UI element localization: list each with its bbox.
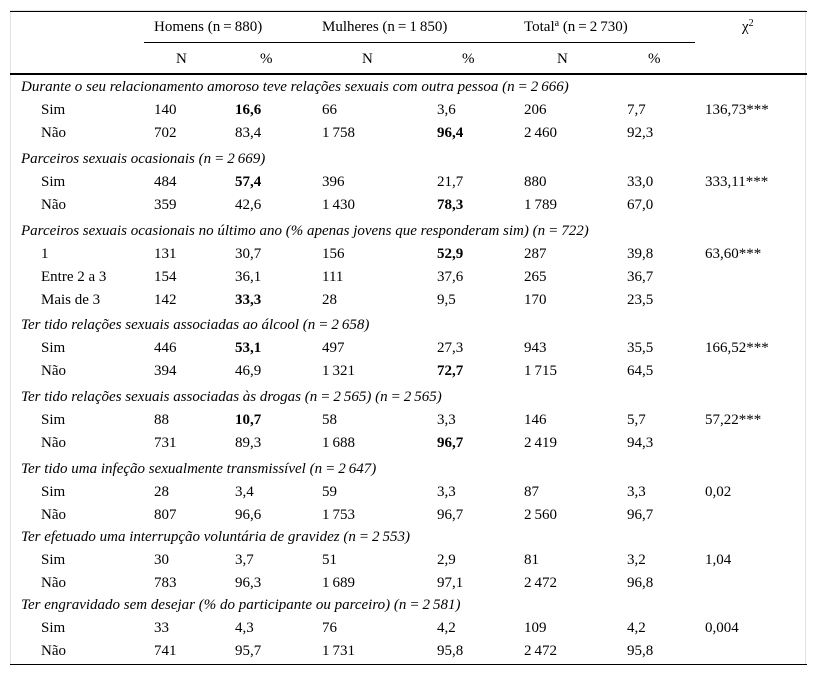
chi-square-cell: 0,004 — [705, 620, 739, 636]
homens-n-cell: 154 — [154, 269, 177, 285]
homens-pct-cell: 33,3 — [235, 292, 262, 308]
total-n-cell: 146 — [524, 412, 547, 428]
total-pct-cell: 95,8 — [627, 643, 654, 659]
mulheres-pct-cell: 3,6 — [437, 102, 456, 118]
total-pct-cell: 33,0 — [627, 174, 654, 190]
row-label: Sim — [41, 412, 66, 428]
subheader-mulheres-pct: % — [462, 51, 475, 67]
row-label: Mais de 3 — [41, 292, 101, 308]
total-pct-cell: 67,0 — [627, 197, 654, 213]
header-total — [524, 18, 628, 36]
header-total-n: (n = 2 730) — [559, 19, 628, 35]
row-label: Entre 2 a 3 — [41, 269, 107, 285]
homens-n-cell: 731 — [154, 435, 177, 451]
mulheres-pct-cell: 3,3 — [437, 484, 456, 500]
chi-square-cell: 63,60*** — [705, 246, 762, 262]
section-title: Parceiros sexuais ocasionais (n = 2 669) — [21, 151, 266, 167]
row-label: Não — [41, 507, 66, 523]
total-pct-cell: 96,7 — [627, 507, 654, 523]
mulheres-n-cell: 1 753 — [322, 507, 356, 523]
row-label: Não — [41, 363, 66, 379]
total-pct-cell: 94,3 — [627, 435, 654, 451]
header-bottom-rule — [10, 73, 807, 75]
mulheres-pct-cell: 37,6 — [437, 269, 464, 285]
mulheres-n-cell: 76 — [322, 620, 337, 636]
homens-pct-cell: 96,3 — [235, 575, 262, 591]
total-n-cell: 87 — [524, 484, 539, 500]
mulheres-n-cell: 1 430 — [322, 197, 356, 213]
homens-pct-cell: 3,7 — [235, 552, 254, 568]
homens-n-cell: 88 — [154, 412, 169, 428]
row-label: Sim — [41, 620, 66, 636]
mulheres-pct-cell: 3,3 — [437, 412, 456, 428]
homens-n-cell: 131 — [154, 246, 177, 262]
homens-pct-cell: 83,4 — [235, 125, 262, 141]
homens-n-cell: 140 — [154, 102, 177, 118]
mulheres-pct-cell: 95,8 — [437, 643, 464, 659]
homens-pct-cell: 89,3 — [235, 435, 262, 451]
mulheres-n-cell: 497 — [322, 340, 345, 356]
total-pct-cell: 5,7 — [627, 412, 646, 428]
section-title: Ter tido relações sexuais associadas às drogas (n = 2 565) (n = 2 565) — [21, 389, 442, 405]
mulheres-n-cell: 51 — [322, 552, 337, 568]
mulheres-pct-cell: 9,5 — [437, 292, 456, 308]
mulheres-pct-cell: 27,3 — [437, 340, 464, 356]
homens-pct-cell: 46,9 — [235, 363, 262, 379]
chi-square-cell: 57,22*** — [705, 412, 762, 428]
row-label: Sim — [41, 340, 66, 356]
subheader-homens-n: N — [176, 51, 187, 67]
total-n-cell: 265 — [524, 269, 547, 285]
mulheres-pct-cell: 4,2 — [437, 620, 456, 636]
header-total-label: Total — [524, 19, 555, 35]
homens-pct-cell: 4,3 — [235, 620, 254, 636]
mulheres-pct-cell: 52,9 — [437, 246, 464, 262]
section-title: Ter engravidado sem desejar (% do participante ou parceiro) (n = 2 581) — [21, 597, 461, 613]
total-pct-cell: 3,3 — [627, 484, 646, 500]
homens-n-cell: 359 — [154, 197, 177, 213]
total-pct-cell: 7,7 — [627, 102, 646, 118]
mulheres-pct-cell: 96,4 — [437, 125, 464, 141]
total-n-cell: 2 472 — [524, 575, 558, 591]
total-n-cell: 1 715 — [524, 363, 558, 379]
chi-square-cell: 333,11*** — [705, 174, 769, 190]
header-homens: Homens (n = 880) — [154, 19, 263, 35]
table-frame — [10, 10, 806, 665]
total-n-cell: 2 419 — [524, 435, 558, 451]
row-label: Sim — [41, 552, 66, 568]
chi-square-cell: 136,73*** — [705, 102, 769, 118]
homens-pct-cell: 57,4 — [235, 174, 262, 190]
total-n-cell: 206 — [524, 102, 547, 118]
row-label: Sim — [41, 102, 66, 118]
total-pct-cell: 36,7 — [627, 269, 654, 285]
bottom-rule — [10, 664, 807, 665]
mulheres-n-cell: 396 — [322, 174, 345, 190]
homens-pct-cell: 30,7 — [235, 246, 262, 262]
section-title: Durante o seu relacionamento amoroso teve relações sexuais com outra pessoa (n = 2 666) — [21, 79, 569, 95]
homens-n-cell: 30 — [154, 552, 169, 568]
total-n-cell: 81 — [524, 552, 539, 568]
total-pct-cell: 4,2 — [627, 620, 646, 636]
total-n-cell: 2 560 — [524, 507, 558, 523]
mulheres-pct-cell: 72,7 — [437, 363, 464, 379]
mulheres-pct-cell: 96,7 — [437, 507, 464, 523]
total-pct-cell: 96,8 — [627, 575, 654, 591]
homens-n-cell: 783 — [154, 575, 177, 591]
homens-pct-cell: 96,6 — [235, 507, 262, 523]
mulheres-n-cell: 1 731 — [322, 643, 356, 659]
mulheres-n-cell: 1 321 — [322, 363, 356, 379]
homens-n-cell: 28 — [154, 484, 169, 500]
mulheres-pct-cell: 97,1 — [437, 575, 464, 591]
header-total-footnote: a — [554, 18, 560, 29]
total-n-cell: 109 — [524, 620, 547, 636]
mulheres-n-cell: 58 — [322, 412, 337, 428]
total-n-cell: 287 — [524, 246, 547, 262]
homens-n-cell: 484 — [154, 174, 177, 190]
homens-pct-cell: 36,1 — [235, 269, 262, 285]
mulheres-n-cell: 1 758 — [322, 125, 356, 141]
mulheres-pct-cell: 78,3 — [437, 197, 464, 213]
total-n-cell: 2 460 — [524, 125, 558, 141]
chi-exponent: 2 — [748, 18, 754, 29]
mulheres-n-cell: 1 689 — [322, 575, 356, 591]
mulheres-pct-cell: 21,7 — [437, 174, 464, 190]
header-chi-square — [742, 18, 754, 36]
row-label: Não — [41, 435, 66, 451]
subheader-homens-pct: % — [260, 51, 273, 67]
section-title: Ter tido uma infeção sexualmente transmissível (n = 2 647) — [21, 461, 377, 477]
total-n-cell: 880 — [524, 174, 547, 190]
homens-n-cell: 142 — [154, 292, 177, 308]
chi-symbol: χ — [742, 19, 749, 35]
row-label: Não — [41, 197, 66, 213]
mulheres-pct-cell: 2,9 — [437, 552, 456, 568]
total-pct-cell: 64,5 — [627, 363, 654, 379]
homens-pct-cell: 53,1 — [235, 340, 262, 356]
total-pct-cell: 92,3 — [627, 125, 654, 141]
section-title: Ter efetuado uma interrupção voluntária de gravidez (n = 2 553) — [21, 529, 410, 545]
chi-square-cell: 166,52*** — [705, 340, 769, 356]
homens-pct-cell: 42,6 — [235, 197, 262, 213]
total-n-cell: 943 — [524, 340, 547, 356]
mulheres-n-cell: 111 — [322, 269, 344, 285]
total-n-cell: 2 472 — [524, 643, 558, 659]
mulheres-n-cell: 1 688 — [322, 435, 356, 451]
chi-square-cell: 0,02 — [705, 484, 732, 500]
row-label: 1 — [41, 246, 49, 262]
row-label: Não — [41, 643, 66, 659]
homens-pct-cell: 10,7 — [235, 412, 262, 428]
row-label: Não — [41, 575, 66, 591]
homens-n-cell: 394 — [154, 363, 177, 379]
section-title: Parceiros sexuais ocasionais no último ano (% apenas jovens que responderam sim) (n = 722) — [21, 223, 589, 239]
subheader-total-n: N — [557, 51, 568, 67]
homens-pct-cell: 3,4 — [235, 484, 254, 500]
homens-n-cell: 702 — [154, 125, 177, 141]
total-pct-cell: 23,5 — [627, 292, 654, 308]
mulheres-n-cell: 28 — [322, 292, 337, 308]
section-title: Ter tido relações sexuais associadas ao álcool (n = 2 658) — [21, 317, 370, 333]
total-pct-cell: 35,5 — [627, 340, 654, 356]
row-label: Sim — [41, 484, 66, 500]
mulheres-n-cell: 66 — [322, 102, 337, 118]
row-label: Sim — [41, 174, 66, 190]
mulheres-n-cell: 59 — [322, 484, 337, 500]
total-pct-cell: 39,8 — [627, 246, 654, 262]
total-n-cell: 1 789 — [524, 197, 558, 213]
row-label: Não — [41, 125, 66, 141]
subheader-total-pct: % — [648, 51, 661, 67]
total-pct-cell: 3,2 — [627, 552, 646, 568]
homens-n-cell: 446 — [154, 340, 177, 356]
top-rule — [10, 11, 807, 12]
mulheres-n-cell: 156 — [322, 246, 345, 262]
homens-n-cell: 741 — [154, 643, 177, 659]
header-mulheres: Mulheres (n = 1 850) — [322, 19, 448, 35]
subheader-mulheres-n: N — [362, 51, 373, 67]
mulheres-pct-cell: 96,7 — [437, 435, 464, 451]
homens-n-cell: 33 — [154, 620, 169, 636]
total-n-cell: 170 — [524, 292, 547, 308]
homens-pct-cell: 16,6 — [235, 102, 262, 118]
group-underline — [144, 42, 695, 43]
homens-pct-cell: 95,7 — [235, 643, 262, 659]
homens-n-cell: 807 — [154, 507, 177, 523]
chi-square-cell: 1,04 — [705, 552, 732, 568]
